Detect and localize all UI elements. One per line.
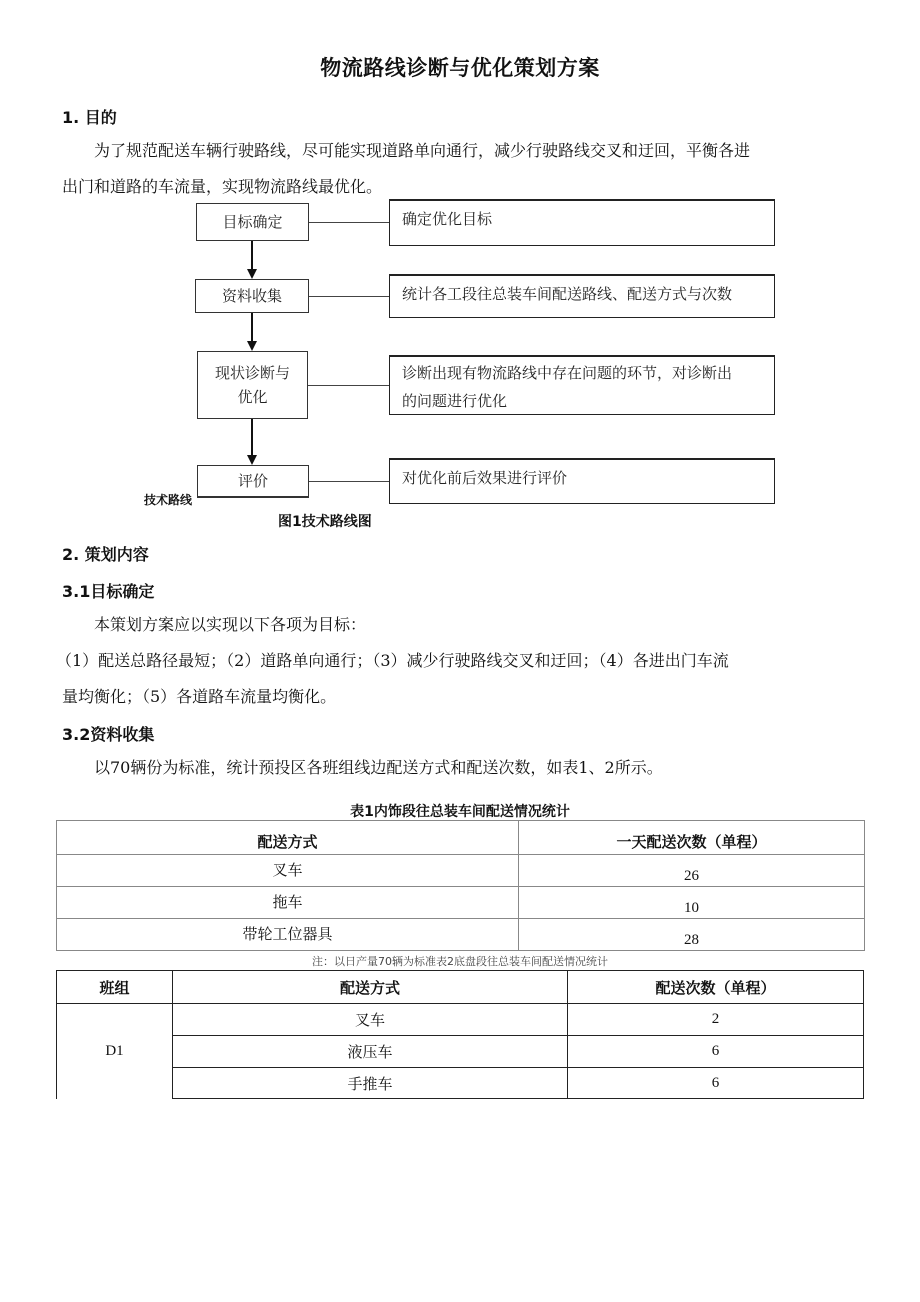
table-row <box>57 1004 864 1036</box>
table-row <box>57 887 865 919</box>
table-2-count: 6 <box>568 1068 864 1099</box>
arrow-down-icon <box>247 455 257 465</box>
flow-step-3-description-box <box>389 355 775 415</box>
table-1-count: 28 <box>519 919 865 951</box>
section-3-2-heading: 3.2资料收集 <box>62 725 155 744</box>
flow-step-4-description-box <box>389 458 775 504</box>
table-1-method: 叉车 <box>57 855 519 887</box>
flow-step-3-description-line-2: 的问题进行优化 <box>402 392 508 410</box>
flow-step-2-label: 资料收集 <box>221 287 282 305</box>
flow-connector-3-4 <box>251 419 253 455</box>
flow-step-1-description-box <box>389 199 775 246</box>
flow-connector-1-2 <box>251 241 253 269</box>
table-1-caption: 表1内饰段往总装车间配送情况统计 <box>350 804 570 820</box>
table-2-count: 2 <box>568 1004 864 1036</box>
table-row <box>57 919 865 951</box>
flow-link-2 <box>309 296 389 297</box>
table-1-header-row <box>57 821 865 855</box>
section-3-2-paragraph: 以70辆份为标准，统计预投区各班组线边配送方式和配送次数，如表1、2所示。 <box>94 758 663 777</box>
flow-step-2-description: 统计各工段往总装车间配送路线、配送方式与次数 <box>402 285 733 303</box>
arrow-down-icon <box>247 269 257 279</box>
table-2-method: 叉车 <box>173 1004 568 1036</box>
section-1-line-2: 出门和道路的车流量，实现物流路线最优化。 <box>62 177 383 196</box>
flow-step-1-label: 目标确定 <box>222 213 283 231</box>
flowchart-caption: 图1技术路线图 <box>278 514 372 530</box>
table-2 <box>56 970 864 1099</box>
table-2-group: D1 <box>57 1004 173 1099</box>
flow-link-4 <box>309 481 389 482</box>
flow-step-4-label: 评价 <box>237 472 268 490</box>
section-1-heading: 1. 目的 <box>62 108 117 127</box>
section-2-heading: 2. 策划内容 <box>62 545 149 564</box>
section-3-1-goals-line-1: （1）配送总路径最短；（2）道路单向通行；（3）减少行驶路线交叉和迂回；（4）各进出门车流 <box>56 651 729 670</box>
table-row <box>57 1068 864 1099</box>
flow-step-3-box <box>197 351 308 419</box>
table-2-count: 6 <box>568 1036 864 1068</box>
table-2-header-row <box>57 971 864 1004</box>
section-1-paragraph <box>62 133 872 205</box>
flow-step-1-description: 确定优化目标 <box>402 210 493 228</box>
table-2-header-group: 班组 <box>57 971 173 1004</box>
table-1-count: 26 <box>519 855 865 887</box>
table-2-header-count: 配送次数（单程） <box>568 971 864 1004</box>
section-3-1-body <box>56 607 882 715</box>
table-1-note: 注：以日产量70辆为标准表2底盘段往总装车间配送情况统计 <box>312 955 608 968</box>
section-3-1-intro: 本策划方案应以实现以下各项为目标： <box>94 615 367 634</box>
flow-connector-2-3 <box>251 313 253 341</box>
document-title: 物流路线诊断与优化策划方案 <box>320 56 600 80</box>
table-2-method: 液压车 <box>173 1036 568 1068</box>
table-2-header-method: 配送方式 <box>173 971 568 1004</box>
flowchart-side-label: 技术路线 <box>144 493 193 507</box>
flow-step-1-box <box>196 203 309 241</box>
flow-step-2-box <box>195 279 309 313</box>
table-1-method: 拖车 <box>57 887 519 919</box>
flow-step-3-label-line-2: 优化 <box>237 388 268 406</box>
table-1-method: 带轮工位器具 <box>57 919 519 951</box>
table-row <box>57 1036 864 1068</box>
flow-step-2-description-box <box>389 274 775 318</box>
table-1-header-count: 一天配送次数（单程） <box>519 821 865 855</box>
flow-step-4-box <box>197 465 309 498</box>
section-3-1-goals-line-2: 量均衡化；（5）各道路车流量均衡化。 <box>62 687 337 706</box>
flow-step-4-description: 对优化前后效果进行评价 <box>402 469 568 487</box>
section-1-line-1: 为了规范配送车辆行驶路线，尽可能实现道路单向通行，减少行驶路线交叉和迂回，平衡各进 <box>94 141 751 160</box>
table-1-count: 10 <box>519 887 865 919</box>
section-3-1-heading: 3.1目标确定 <box>62 582 155 601</box>
table-1-header-method: 配送方式 <box>57 821 519 855</box>
flow-link-1 <box>309 222 389 223</box>
flow-link-3 <box>308 385 389 386</box>
table-1 <box>56 820 865 951</box>
flow-step-3-description-line-1: 诊断出现有物流路线中存在问题的环节，对诊断出 <box>402 364 733 382</box>
table-row <box>57 855 865 887</box>
table-2-method: 手推车 <box>173 1068 568 1099</box>
flow-step-3-label-line-1: 现状诊断与 <box>214 364 290 382</box>
arrow-down-icon <box>247 341 257 351</box>
